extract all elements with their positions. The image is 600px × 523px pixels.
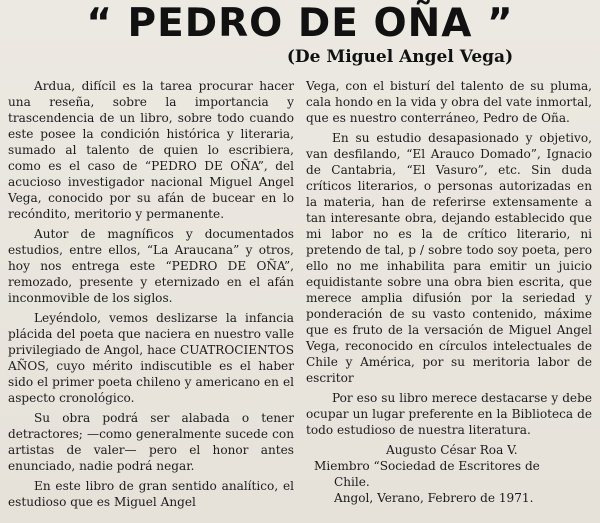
signature-name: Augusto César Roa V. — [386, 443, 518, 457]
right-paragraph-1: Vega, con el bisturí del talento de su pluma, cala hondo en la vida y obra del vate inmortal, que es nuestro conterráneo, Pedro de Oña. — [306, 79, 592, 125]
signature-membership-cont: Chile. — [334, 475, 370, 489]
article-columns — [8, 78, 592, 514]
signature-place-date: Angol, Verano, Febrero de 1971. — [334, 491, 534, 505]
left-paragraph-2: Autor de magníficos y documentados estudios, entre ellos, “La Araucana” y otros, hoy nos entrega este “PEDRO DE OÑA”, remozado, presente y eternizado en el afán inconmovible de los siglos. — [8, 227, 294, 305]
right-paragraph-2: En su estudio desapasionado y objetivo, van desfilando, “El Arauco Domado”, Ignacio de Cantabria, “El Vasuro”, etc. Sin duda críticos literarios, o personas autorizadas en la materia, han de referirse extensamente a tan interesante obra, dejando establecido que mi labor no es la de crítico literario, ni pretendo de tal, p / sobre todo soy poeta, pero ello no me inhabilita para emitir un juicio equidistante sobre una obra bien escrita, que merece amplia difusión por la seriedad y ponderación de su vasto contenido, máxime que es fruto de la versación de Miguel Angel Vega, reconocido en círculos intelectuales de Chile y América, por su meritoria labor de escritor — [306, 131, 592, 385]
left-column — [8, 78, 294, 514]
left-paragraph-4: Su obra podrá ser alabada o tener detractores; —como generalmente sucede con artistas de valer— pero el honor antes enunciado, nadie podrá negar. — [8, 411, 294, 473]
left-paragraph-3: Leyéndolo, vemos deslizarse la infancia plácida del poeta que naciera en nuestro valle privilegiado de Angol, hace CUATROCIENTOS AÑOS, cuyo mérito indiscutible es el haber sido el primer poeta chileno y americano en el aspecto cronológico. — [8, 311, 294, 405]
signature-membership: Miembro “Sociedad de Escritores de — [314, 459, 540, 473]
article-subtitle: (De Miguel Angel Vega) — [286, 47, 514, 67]
left-paragraph-1: Ardua, difícil es la tarea procurar hacer una reseña, sobre la importancia y trascendencia de un libro, sobre todo cuando este posee la condición histórica y literaria, sumado al talento de quien lo escribiera, como es el caso de “PEDRO DE OÑA”, del acucioso investigador nacional Miguel Angel Vega, conocido por su afán de bucear en lo recóndito, meritorio y permanente. — [8, 79, 294, 221]
right-paragraph-3: Por eso su libro merece destacarse y debe ocupar un lugar preferente en la Biblioteca de todo estudioso de nuestra literatura. — [306, 391, 592, 437]
right-column — [306, 78, 592, 514]
article-title: “ PEDRO DE OÑA ” — [86, 1, 514, 46]
signature-block — [306, 442, 592, 506]
left-paragraph-5: En este libro de gran sentido analítico, el estudioso que es Miguel Angel — [8, 479, 294, 509]
